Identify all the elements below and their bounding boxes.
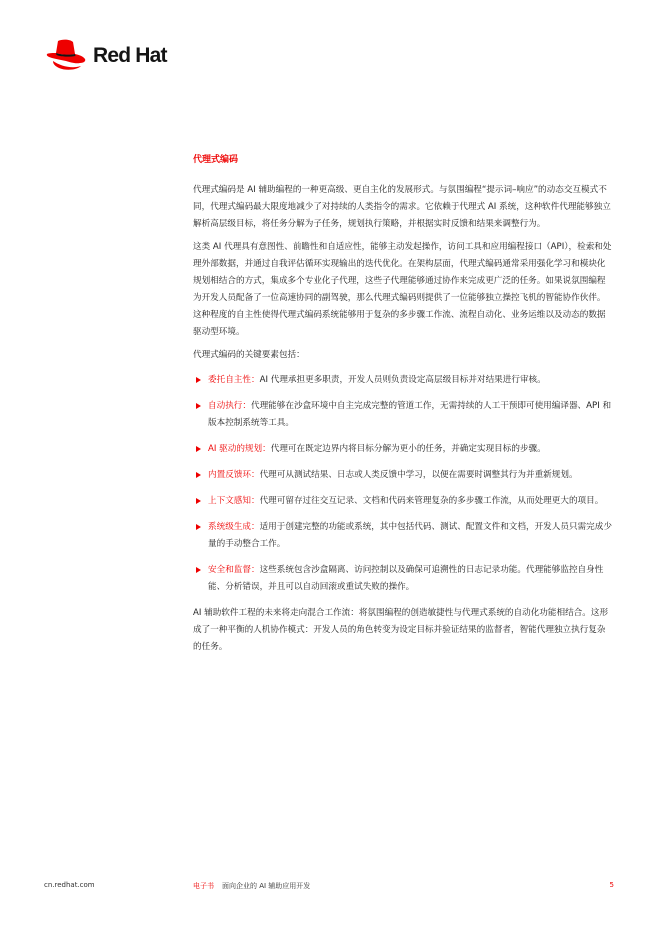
list-item	[193, 441, 613, 458]
key-elements-list	[193, 372, 613, 596]
bullet-term: 安全和监督：	[208, 565, 260, 575]
main-content	[193, 152, 613, 662]
bullet-text: 适用于创建完整的功能或系统，其中包括代码、测试、配置文件和文档，开发人员只需完成少量的手动整合工作。	[208, 522, 612, 549]
list-item	[193, 398, 613, 432]
page-footer	[0, 881, 662, 895]
list-item	[193, 467, 613, 484]
bullet-arrow-icon	[196, 472, 201, 478]
red-fedora-hat-icon	[44, 38, 88, 72]
paragraph-2: 这类 AI 代理具有意图性、前瞻性和自适应性，能够主动发起操作，访问工具和应用编程接口（API），检索和处理外部数据，并通过自我评估循环实现输出的迭代优化。在架构层面，代理式编码通常采用强化学习和模块化规划相结合的方式，集成多个专业化子代理，这些子代理能够通过协作来完成更广泛的任务。如果说氛围编程为开发人员配备了一位高速协同的副驾驶，那么代理式编码则提供了一位能够独立操控飞机的智能协作伙伴。这种程度的自主性使得代理式编码系统能够用于复杂的多步骤工作流、流程自动化、业务运维以及动态的数据驱动型环境。	[193, 242, 612, 337]
bullet-text: AI 代理承担更多职责，开发人员则负责设定高层级目标并对结果进行审核。	[259, 375, 546, 385]
bullet-arrow-icon	[196, 446, 201, 452]
bullet-text: 代理可留存过往交互记录、文档和代码来管理复杂的多步骤工作流，从而处理更大的项目。	[259, 496, 604, 506]
bullet-arrow-icon	[196, 377, 201, 383]
page-number: 5	[609, 881, 614, 889]
bullet-term: 自动执行：	[208, 401, 251, 411]
red-hat-logo	[44, 38, 167, 72]
footer-doc-title: 面向企业的 AI 辅助应用开发	[222, 882, 311, 890]
bullet-term: 系统级生成：	[208, 522, 260, 532]
bullet-term: AI 驱动的规划：	[208, 444, 271, 454]
bullet-arrow-icon	[196, 403, 201, 409]
list-item	[193, 562, 613, 596]
bullet-text: 代理可在既定边界内将目标分解为更小的任务，并确定实现目标的步骤。	[270, 444, 546, 454]
list-intro: 代理式编码的关键要素包括：	[193, 350, 305, 360]
bullet-text: 这些系统包含沙盒隔离、访问控制以及确保可追溯性的日志记录功能。代理能够监控自身性能、分析错误，并且可以自动回滚或重试失败的操作。	[208, 565, 604, 592]
list-item	[193, 493, 613, 510]
bullet-arrow-icon	[196, 498, 201, 504]
bullet-term: 上下文感知：	[208, 496, 260, 506]
bullet-arrow-icon	[196, 567, 201, 573]
conclusion-paragraph: AI 辅助软件工程的未来将走向混合工作流：将氛围编程的创造敏捷性与代理式系统的自动化功能相结合。这形成了一种平衡的人机协作模式：开发人员的角色转变为设定目标并验证结果的监督者，智能代理独立执行复杂的任务。	[193, 608, 609, 652]
footer-doc-type: 电子书	[193, 882, 214, 890]
bullet-text: 代理可从测试结果、日志或人类反馈中学习，以便在需要时调整其行为并重新规划。	[259, 470, 578, 480]
bullet-arrow-icon	[196, 524, 201, 530]
brand-name: Red Hat	[93, 44, 167, 67]
paragraph-1: 代理式编码是 AI 辅助编程的一种更高级、更自主化的发展形式。与氛围编程“提示词–响应”的动态交互模式不同，代理式编码最大限度地减少了对持续的人类指令的需求。它依赖于代理式 AI 系统，这种软件代理能够独立解析高层级目标，将任务分解为子任务，规划执行策略，并根据实时反馈和结果来调整行为。	[193, 185, 611, 229]
bullet-term: 委托自主性：	[208, 375, 260, 385]
list-item	[193, 372, 613, 389]
section-title: 代理式编码	[193, 155, 239, 165]
bullet-term: 内置反馈环：	[208, 470, 260, 480]
footer-domain-link[interactable]: cn.redhat.com	[44, 881, 95, 889]
list-item	[193, 519, 613, 553]
bullet-text: 代理能够在沙盒环境中自主完成完整的管道工作，无需持续的人工干预即可使用编译器、API 和版本控制系统等工具。	[208, 401, 612, 428]
